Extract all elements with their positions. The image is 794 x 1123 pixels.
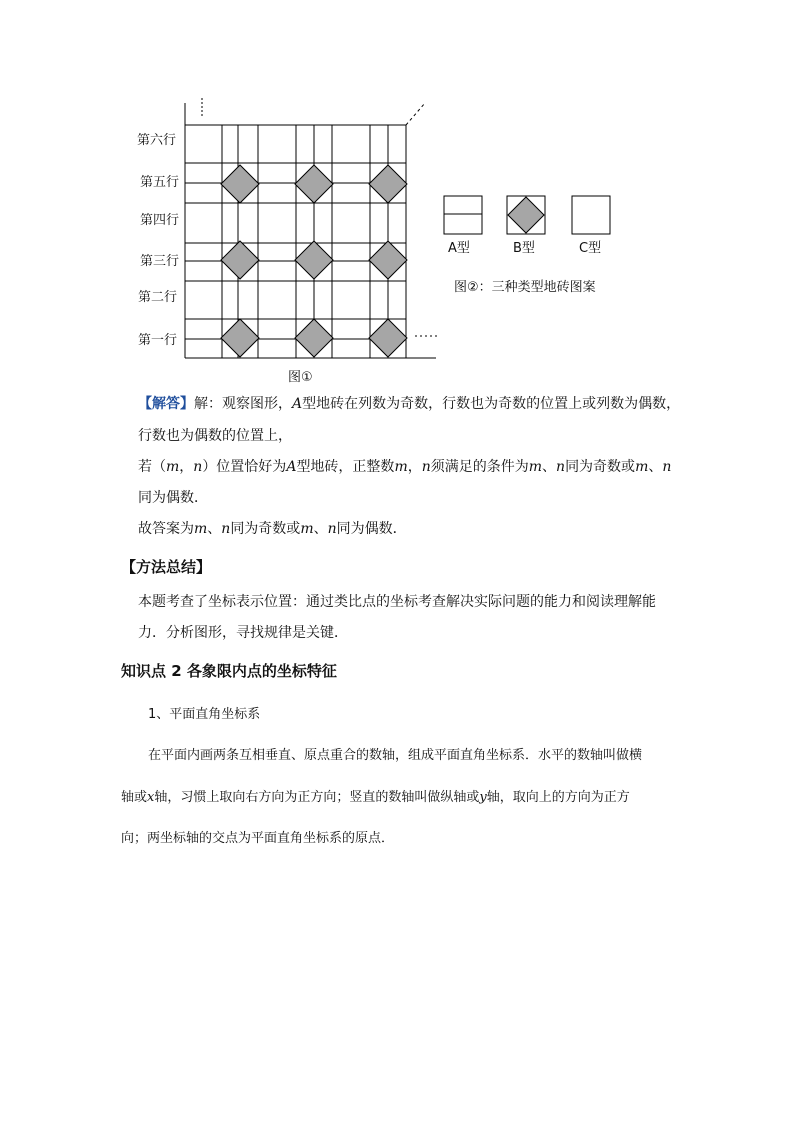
row-label-4: 第四行 [140,213,180,228]
method-line-2: 力．分析图形，寻找规律是关键． [138,625,348,641]
row-label-5: 第五行 [140,175,180,190]
answer-line-2: 行数也为偶数的位置上， [138,428,292,444]
row-label-6: 第六行 [137,133,177,148]
knowledge-title: 知识点 2 各象限内点的坐标特征 [121,662,337,680]
method-title: 【方法总结】 [121,558,212,576]
row-label-1: 第一行 [138,333,178,348]
knowledge-subtitle: 1、平面直角坐标系 [148,707,261,722]
b-tile-diamond [295,319,333,357]
tile-a-icon [444,196,482,234]
figure2-caption: 图②：三种类型地砖图案 [454,280,596,295]
tile-c-label: C型 [579,241,602,256]
answer-line-1: 【解答】解：观察图形，A型地砖在列数为奇数，行数也为奇数的位置上或列数为偶数， [138,396,681,412]
answer-line-3: 若（m，n）位置恰好为A型地砖，正整数m，n须满足的条件为m、n同为奇数或m、n [138,459,672,475]
tile-a-label: A型 [448,241,470,256]
answer-line-4: 同为偶数． [138,490,208,506]
row-label-2: 第二行 [138,290,178,305]
method-line-1: 本题考查了坐标表示位置：通过类比点的坐标考查解决实际问题的能力和阅读理解能 [138,594,656,610]
row-label-3: 第三行 [140,254,180,269]
knowledge-para-line-3: 向；两坐标轴的交点为平面直角坐标系的原点． [121,831,395,846]
figure2-tiles [0,0,794,300]
figure1-caption: 图① [288,370,313,385]
knowledge-para-line-1: 在平面内画两条互相垂直、原点重合的数轴，组成平面直角坐标系．水平的数轴叫做横 [148,748,643,763]
answer-line-5: 故答案为m、n同为奇数或m、n同为偶数． [138,521,407,537]
answer-bracket-label: 【解答】 [138,396,194,412]
tile-b-label: B型 [513,241,535,256]
b-tile-diamond [221,319,259,357]
tile-c-icon [572,196,610,234]
b-tile-diamond [369,319,407,357]
knowledge-para-line-2: 轴或x轴，习惯上取向右方向为正方向；竖直的数轴叫做纵轴或y轴，取向上的方向为正方 [121,790,630,805]
